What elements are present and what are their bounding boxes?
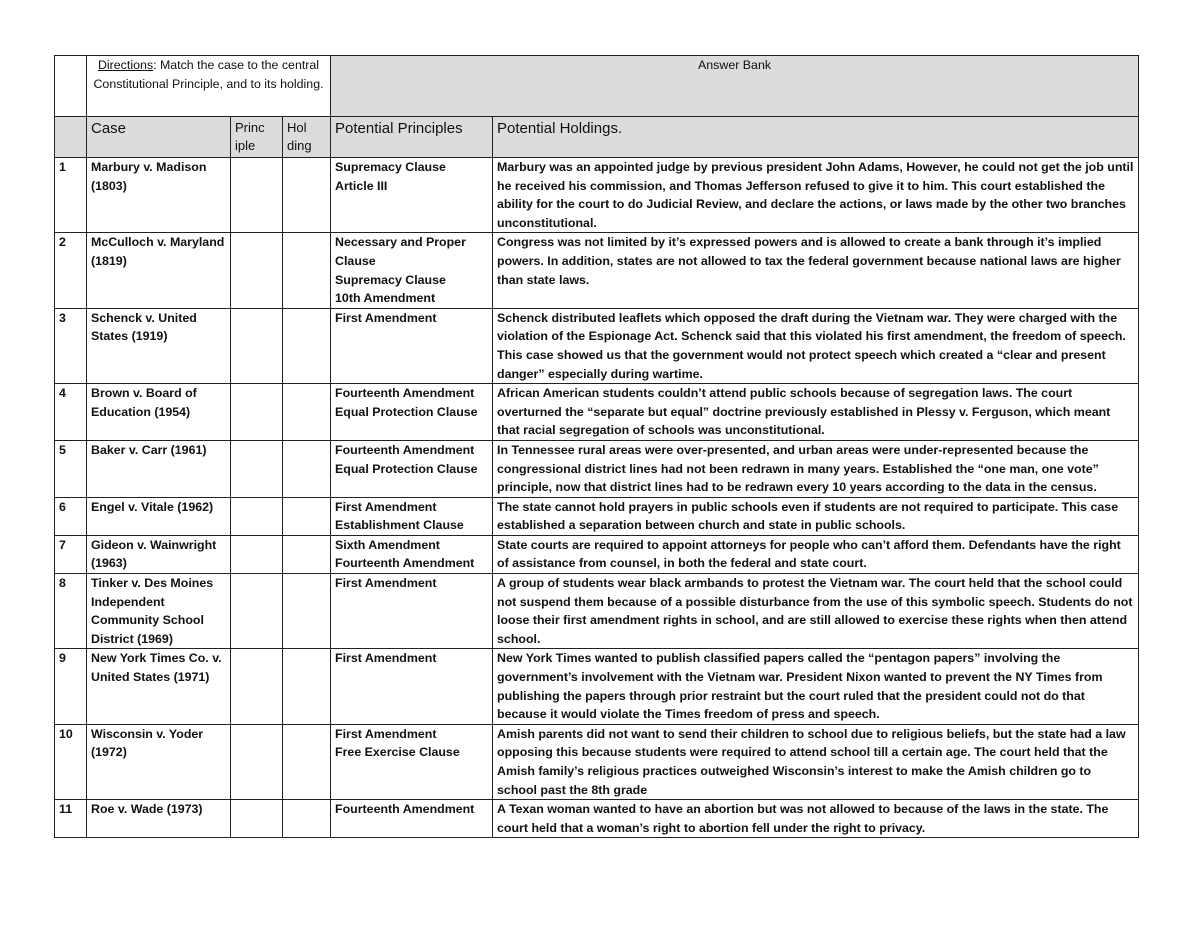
case-number: 5 xyxy=(55,440,87,497)
holding-answer-blank[interactable] xyxy=(283,497,331,535)
potential-holding: State courts are required to appoint attorneys for people who can’t afford them. Defendants have the right of assistance from counsel, in both the federal and state court. xyxy=(493,535,1139,573)
header-principle: Princ iple xyxy=(231,117,283,158)
case-name: Brown v. Board of Education (1954) xyxy=(87,384,231,441)
holding-answer-blank[interactable] xyxy=(283,158,331,233)
potential-principle: First Amendment Free Exercise Clause xyxy=(331,724,493,799)
case-number: 4 xyxy=(55,384,87,441)
header-holding: Hol ding xyxy=(283,117,331,158)
case-number: 3 xyxy=(55,308,87,383)
case-name: Tinker v. Des Moines Independent Community School District (1969) xyxy=(87,574,231,649)
holding-answer-blank[interactable] xyxy=(283,649,331,724)
potential-principle: Fourteenth Amendment Equal Protection Clause xyxy=(331,384,493,441)
case-row xyxy=(55,497,1139,535)
potential-principle: Supremacy Clause Article III xyxy=(331,158,493,233)
principle-answer-blank[interactable] xyxy=(231,574,283,649)
potential-holding: African American students couldn’t attend public schools because of segregation laws. The court overturned the “separate but equal” doctrine previously established in Plessy v. Ferguson, which meant that racial segregation of schools was unconstitutional. xyxy=(493,384,1139,441)
principle-answer-blank[interactable] xyxy=(231,440,283,497)
header-row-columns xyxy=(55,117,1139,158)
case-number: 8 xyxy=(55,574,87,649)
potential-holding: A group of students wear black armbands to protest the Vietnam war. The court held that the school could not suspend them because of a possible disturbance from the use of this symbolic speech. Students do not loose their first amendment rights in school, and are still allowed to exercise these rights when then attend school. xyxy=(493,574,1139,649)
potential-holding: A Texan woman wanted to have an abortion but was not allowed to because of the laws in the state. The court held that a woman’s right to abortion fell under the right to privacy. xyxy=(493,800,1139,838)
holding-answer-blank[interactable] xyxy=(283,535,331,573)
case-row xyxy=(55,384,1139,441)
holding-answer-blank[interactable] xyxy=(283,440,331,497)
potential-holding: Schenck distributed leaflets which opposed the draft during the Vietnam war. They were charged with the violation of the Espionage Act. Schenck said that this violated his first amendment, the freedom of speech. This case showed us that the government would not protect speech which created a “clear and present danger” especially during wartime. xyxy=(493,308,1139,383)
case-name: Wisconsin v. Yoder (1972) xyxy=(87,724,231,799)
principle-answer-blank[interactable] xyxy=(231,384,283,441)
holding-answer-blank[interactable] xyxy=(283,574,331,649)
case-name: Schenck v. United States (1919) xyxy=(87,308,231,383)
potential-principle: First Amendment xyxy=(331,574,493,649)
case-name: Gideon v. Wainwright (1963) xyxy=(87,535,231,573)
case-row xyxy=(55,574,1139,649)
blank-cell xyxy=(55,56,87,117)
case-row xyxy=(55,233,1139,308)
case-number: 2 xyxy=(55,233,87,308)
potential-principle: Fourteenth Amendment xyxy=(331,800,493,838)
potential-holding: Amish parents did not want to send their children to school due to religious beliefs, but the state had a law opposing this because students were required to attend school till a certain age. The court held that the Amish family’s religious practices outweighed Wisconsin’s interest to make the Amish children go to school past the 8th grade xyxy=(493,724,1139,799)
case-name: Engel v. Vitale (1962) xyxy=(87,497,231,535)
potential-principle: First Amendment Establishment Clause xyxy=(331,497,493,535)
case-rows xyxy=(55,158,1139,838)
case-row xyxy=(55,158,1139,233)
principle-answer-blank[interactable] xyxy=(231,800,283,838)
principle-answer-blank[interactable] xyxy=(231,535,283,573)
case-number: 9 xyxy=(55,649,87,724)
holding-answer-blank[interactable] xyxy=(283,233,331,308)
header-row-directions xyxy=(55,56,1139,117)
potential-holding: In Tennessee rural areas were over-presented, and urban areas were under-represented because the congressional district lines had not been redrawn in many years. Established the “one man, one vote” principle, now that district lines had to be redrawn every 10 years according to the data in the census. xyxy=(493,440,1139,497)
case-row xyxy=(55,649,1139,724)
principle-answer-blank[interactable] xyxy=(231,158,283,233)
answer-bank-title: Answer Bank xyxy=(331,56,1139,117)
case-number: 10 xyxy=(55,724,87,799)
case-number: 1 xyxy=(55,158,87,233)
case-name: Baker v. Carr (1961) xyxy=(87,440,231,497)
header-potential-holdings: Potential Holdings. xyxy=(493,117,1139,158)
directions-text: : Match the case to the central Constitutional Principle, and to its holding. xyxy=(93,58,324,91)
case-row xyxy=(55,440,1139,497)
holding-answer-blank[interactable] xyxy=(283,308,331,383)
principle-answer-blank[interactable] xyxy=(231,308,283,383)
case-name: Roe v. Wade (1973) xyxy=(87,800,231,838)
case-row xyxy=(55,308,1139,383)
potential-principle: Fourteenth Amendment Equal Protection Clause xyxy=(331,440,493,497)
case-row xyxy=(55,535,1139,573)
header-potential-principles: Potential Principles xyxy=(331,117,493,158)
case-row xyxy=(55,800,1139,838)
principle-answer-blank[interactable] xyxy=(231,497,283,535)
case-name: McCulloch v. Maryland (1819) xyxy=(87,233,231,308)
potential-principle: First Amendment xyxy=(331,308,493,383)
case-number: 7 xyxy=(55,535,87,573)
header-case: Case xyxy=(87,117,231,158)
holding-answer-blank[interactable] xyxy=(283,724,331,799)
case-number: 6 xyxy=(55,497,87,535)
potential-holding: Congress was not limited by it’s expressed powers and is allowed to create a bank through it’s implied powers. In addition, states are not allowed to tax the federal government because national laws are higher than state laws. xyxy=(493,233,1139,308)
case-name: New York Times Co. v. United States (1971) xyxy=(87,649,231,724)
potential-principle: First Amendment xyxy=(331,649,493,724)
principle-answer-blank[interactable] xyxy=(231,724,283,799)
directions-label: Directions xyxy=(97,58,154,72)
potential-holding: New York Times wanted to publish classified papers called the “pentagon papers” involving the government’s involvement with the Vietnam war. President Nixon wanted to prevent the NY Times from publishing the papers through prior restraint but the court ruled that the president could not do that because it would violate the Times freedom of press and speech. xyxy=(493,649,1139,724)
potential-holding: Marbury was an appointed judge by previous president John Adams, However, he could not get the job until he received his commission, and Thomas Jefferson refused to give it to him. This court established the ability for the court to do Judicial Review, and declare the actions, or laws made by the other two branches unconstitutional. xyxy=(493,158,1139,233)
case-name: Marbury v. Madison (1803) xyxy=(87,158,231,233)
potential-principle: Sixth Amendment Fourteenth Amendment xyxy=(331,535,493,573)
potential-principle: Necessary and Proper Clause Supremacy Clause 10th Amendment xyxy=(331,233,493,308)
blank-cell xyxy=(55,117,87,158)
principle-answer-blank[interactable] xyxy=(231,649,283,724)
directions-cell xyxy=(87,56,331,117)
case-matching-table xyxy=(54,55,1139,838)
principle-answer-blank[interactable] xyxy=(231,233,283,308)
holding-answer-blank[interactable] xyxy=(283,384,331,441)
holding-answer-blank[interactable] xyxy=(283,800,331,838)
case-row xyxy=(55,724,1139,799)
potential-holding: The state cannot hold prayers in public schools even if students are not required to participate. This case established a separation between church and state in public schools. xyxy=(493,497,1139,535)
case-number: 11 xyxy=(55,800,87,838)
